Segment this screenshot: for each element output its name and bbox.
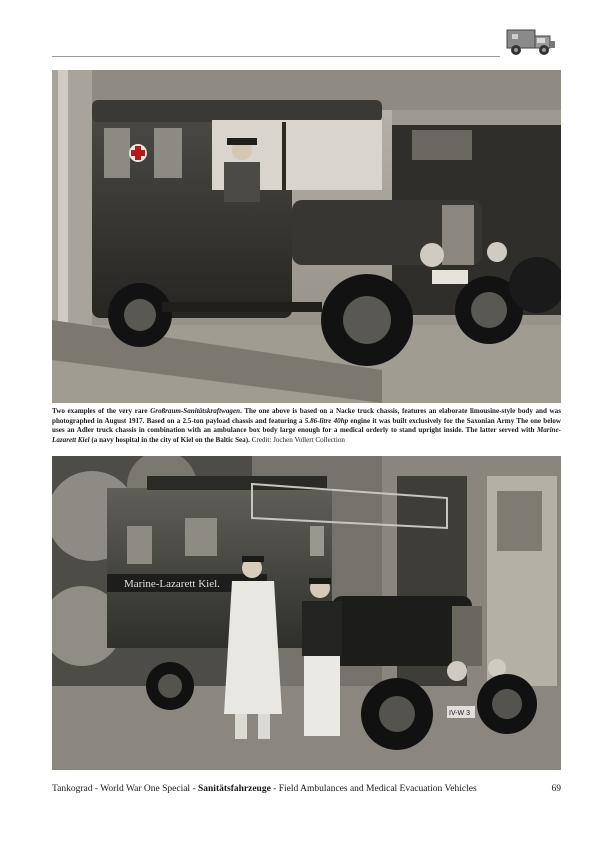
photo-credit: Credit: Jochen Vollert Collection (251, 435, 345, 444)
photo-caption (52, 407, 561, 445)
footer-subtitle: - Field Ambulances and Medical Evacuation Vehicles (270, 784, 477, 794)
caption-term: Großraum-Sanitätskraftwagen (150, 407, 241, 415)
footer-title: Sanitätsfahrzeuge (197, 784, 271, 794)
caption-engine: 5.86-litre 40hp (304, 416, 349, 425)
vehicle-sign: Marine-Lazarett Kiel. (124, 578, 220, 590)
page-footer (52, 783, 561, 795)
caption-intro: Two examples of the very rare (52, 407, 151, 415)
page-number: 69 (551, 784, 561, 794)
caption-body: . The one above is based on a Nacke truck chassis, features an elaborate limousine-style body and was photographed in August 1917. Based on a 2.5-ton payload chassis and featuring a (52, 407, 561, 425)
license-plate: IV-W 3 (449, 710, 471, 717)
ambulance-truck-icon (504, 24, 558, 58)
photo-nacke-ambulance (52, 70, 561, 403)
caption-unit: Marine-Lazarett Kiel (52, 426, 561, 444)
caption-body-2: engine it was built exclusively for the Saxonian Army The one below uses an Adler truck chassis in combination with an ambulance box body large enough for a medical orderly to stand upright inside. The latter served with (52, 416, 561, 435)
photo-adler-ambulance (52, 456, 561, 770)
footer-publisher: Tankograd - World War One Special - (52, 784, 198, 794)
header-rule (52, 56, 500, 57)
caption-body-3: (a navy hospital in the city of Kiel on the Baltic Sea). (89, 435, 250, 444)
